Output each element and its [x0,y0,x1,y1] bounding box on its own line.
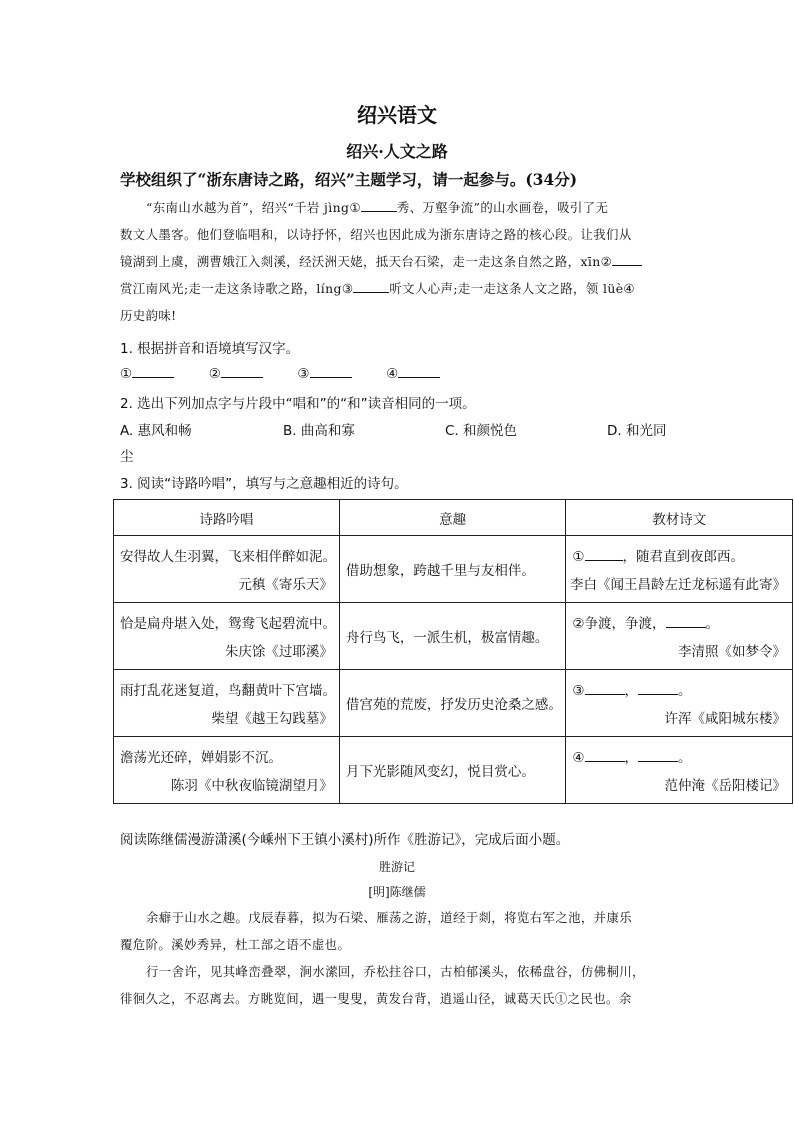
table-answer-blank[interactable] [585,681,625,695]
task-heading: 学校组织了“浙东唐诗之路，绍兴”主题学习，请一起参与。(34分) [120,170,578,189]
table-answer-blank[interactable] [585,547,623,561]
table-cell-poem: 雨打乱花迷复道，鸟翻黄叶下宫墙。 柴望《越王勾践墓》 [114,670,340,737]
poem-table [113,499,793,804]
passage-line-1b: 秀、万壑争流”的山水画卷，吸引了无 [396,200,609,215]
passage-line-3a: 镜湖到上虞，溯曹娥江入剡溪，经沃洲天姥，抵天台石梁，走一走这条自然之路，xīn② [120,254,613,269]
answer-label-4: ④ [386,366,399,382]
question-3: 3. 阅读“诗路吟唱”，填写与之意趣相近的诗句。 [120,476,408,492]
table-cell-meaning: 月下光影随风变幻，悦目赏心。 [339,737,566,804]
table-answer-blank[interactable] [585,748,625,762]
answer-blank-4[interactable] [398,364,440,378]
table-cell-text: ④ ， 。 范仲淹《岳阳楼记》 [566,737,793,804]
question-2: 2. 选出下列加点字与片段中“唱和”的“和”读音相同的一项。 [120,396,476,412]
article-author: [明]陈继儒 [368,885,426,899]
option-c[interactable]: C. 和颜悦色 [445,423,518,439]
passage-line-5: 历史韵味! [120,308,177,323]
article-title: 胜游记 [378,860,415,874]
option-d-overflow: 尘 [120,449,134,465]
section-subtitle: 绍兴·人文之路 [346,142,448,161]
option-d[interactable]: D. 和光同 [607,423,667,439]
table-cell-poem: 恰是扁舟堪入处，鸳鸯飞起碧流中。 朱庆馀《过耶溪》 [114,603,340,670]
table-header-row [114,500,793,536]
table-answer-blank[interactable] [638,681,678,695]
passage-line-4a: 赏江南风光;走一走这条诗歌之路，líng③ [120,281,354,296]
table-row [114,603,793,670]
article-line: 行一舍许，见其峰峦叠翠，涧水潆回，乔松拄谷口，古柏郁溪头，依稀盘谷，仿佛桐川， [146,964,645,979]
table-row [114,536,793,603]
table-row [114,670,793,737]
answer-label-1: ① [120,366,133,382]
table-header: 诗路吟唱 [114,500,340,536]
table-header: 教材诗文 [566,500,793,536]
question-1-blanks [120,364,440,382]
passage-line-1a: “东南山水越为首”，绍兴“千岩 jìng① [146,200,361,215]
table-answer-blank[interactable] [666,614,706,628]
answer-blank-3[interactable] [310,364,352,378]
table-header: 意趣 [339,500,566,536]
article-line: 徘徊久之，不忍离去。方眺览间，遇一叟叟，黄发台背，逍遥山径，诚葛天氏①之民也。余 [120,991,632,1006]
reading-intro: 阅读陈继儒漫游潇溪(今嵊州下王镇小溪村)所作《胜游记》，完成后面小题。 [120,832,570,848]
passage-line-4b: 听文人心声;走一走这条人文之路，领 lüè④ [389,281,635,296]
article-body [120,904,676,1012]
question-1: 1. 根据拼音和语境填写汉字。 [120,341,300,357]
option-b[interactable]: B. 曲高和寡 [283,423,355,439]
answer-blank-1[interactable] [132,364,174,378]
answer-label-3: ③ [297,366,310,382]
intro-passage [120,194,676,329]
passage-line-2: 数文人墨客。他们登临唱和，以诗抒怀，绍兴也因此成为浙东唐诗之路的核心段。让我们从 [120,227,632,242]
table-cell-text: ②争渡，争渡， 。 李清照《如梦令》 [566,603,793,670]
answer-label-2: ② [208,366,221,382]
passage-blank-3 [353,279,389,293]
table-cell-poem: 安得故人生羽翼，飞来相伴醉如泥。 元稹《寄乐天》 [114,536,340,603]
table-cell-meaning: 借宫苑的荒废，抒发历史沧桑之感。 [339,670,566,737]
passage-blank-2 [612,252,642,266]
table-cell-meaning: 借助想象，跨越千里与友相伴。 [339,536,566,603]
table-cell-poem: 澹荡光还碎，婵娟影不沉。 陈羽《中秋夜临镜湖望月》 [114,737,340,804]
answer-blank-2[interactable] [221,364,263,378]
table-answer-blank[interactable] [638,748,678,762]
table-cell-text: ③ ， 。 许浑《咸阳城东楼》 [566,670,793,737]
article-line: 余癖于山水之趣。戊辰春暮，拟为石梁、雁荡之游，道经于剡，将览右军之池，并康乐 [146,910,633,925]
passage-blank-1 [361,198,397,212]
table-cell-meaning: 舟行鸟飞，一派生机，极富情趣。 [339,603,566,670]
page-title: 绍兴语文 [357,103,437,127]
option-a[interactable]: A. 惠风和畅 [120,423,192,439]
table-cell-text: ① ，随君直到夜郎西。 李白《闻王昌龄左迁龙标遥有此寄》 [566,536,793,603]
table-row [114,737,793,804]
article-line: 覆危阶。溪妙秀异，杜工部之语不虚也。 [120,937,351,952]
